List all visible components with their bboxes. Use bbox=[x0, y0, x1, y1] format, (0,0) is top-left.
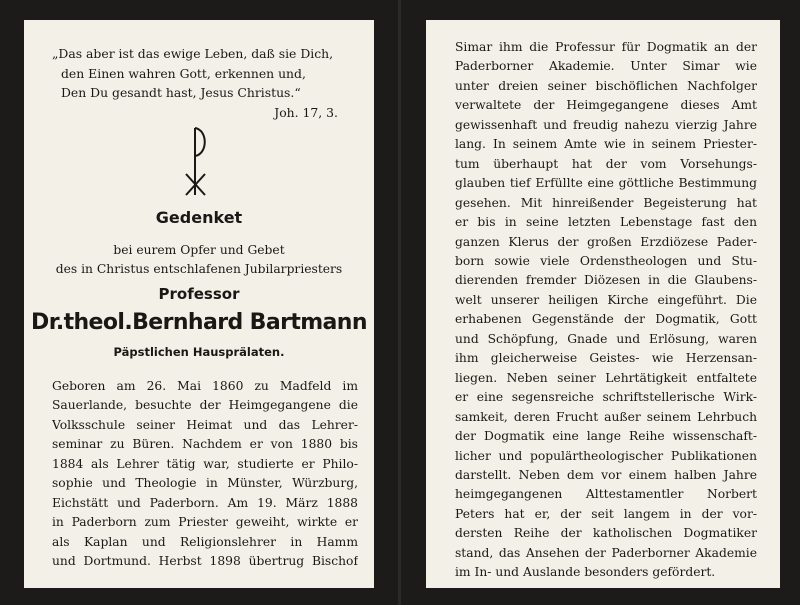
text-line: in Paderborn zum Priester geweiht, wirkte er bbox=[52, 515, 358, 530]
text-line: ganzen Klerus der großen Erzdiözese Pader- bbox=[455, 234, 757, 249]
quote-reference: Joh. 17, 3. bbox=[274, 104, 338, 120]
text-line: der Dogmatik eine lange Reihe wissenschaft- bbox=[455, 429, 757, 444]
quote-line: Den Du gesandt hast, Jesus Christus.“ bbox=[61, 85, 301, 100]
text-line: Geboren am 26. Mai 1860 zu Madfeld im bbox=[52, 379, 358, 393]
text-line: Simar ihm die Professur für Dogmatik an der bbox=[455, 40, 757, 54]
text-line: verwaltete der Heimgegangene dieses Amt bbox=[455, 98, 757, 113]
text-line: lang. In seinem Amte wie in seinem Priester- bbox=[455, 137, 757, 152]
prayer-line: bei eurem Opfer und Gebet bbox=[113, 243, 285, 257]
honorary-title: Päpstlichen Hausprälaten. bbox=[113, 345, 285, 359]
quote-line: „Das aber ist das ewige Leben, daß sie Dich, bbox=[52, 46, 334, 61]
text-line: Eichstätt und Paderborn. Am 19. März 1888 bbox=[52, 495, 358, 510]
text-line: im In- und Auslande besonders gefördert. bbox=[455, 565, 716, 580]
text-line: 1884 als Lehrer tätig war, studierte er Philo- bbox=[52, 456, 358, 471]
deceased-description: des in Christus entschlafenen Jubilarpriesters bbox=[55, 262, 343, 276]
text-line: gewissenhaft und freudig nahezu vierzig Jahre bbox=[455, 117, 757, 132]
text-line: Sauerlande, besuchte der Heimgegangene die bbox=[52, 398, 358, 413]
card-fold bbox=[398, 0, 401, 605]
text-line: Paderborner Akademie. Unter Simar wie bbox=[455, 59, 757, 74]
text-line: erhabenen Gegenstände der Dogmatik, Gott bbox=[455, 312, 757, 327]
text-line: und Schöpfung, Gnade und Erlösung, waren bbox=[455, 331, 757, 346]
text-line: Volksschule seiner Heimat und das Lehrer- bbox=[52, 417, 358, 432]
text-line: dersten Reihe der katholischen Dogmatiker bbox=[455, 526, 757, 541]
text-line: liegen. Neben seiner Lehrtätigkeit entfaltete bbox=[455, 370, 757, 385]
text-line: sophie und Theologie in Münster, Würzburg, bbox=[52, 476, 358, 491]
text-line: als Kaplan und Religionslehrer in Hamm bbox=[52, 534, 358, 549]
deceased-name: Dr.theol.Bernhard Bartmann bbox=[31, 310, 367, 335]
text-line: er bis in seine letzten Lebenstage fast den bbox=[455, 215, 757, 230]
biography-right bbox=[455, 38, 757, 583]
text-line: dierenden fremder Diözesen in die Glaubens- bbox=[455, 273, 757, 288]
text-line: seminar zu Büren. Nachdem er von 1880 bis bbox=[52, 437, 358, 452]
text-line: er eine segensreiche schriftstellerische Wirk- bbox=[455, 390, 757, 405]
text-line: glauben tief Erfüllte eine göttliche Bestimmung bbox=[455, 176, 757, 191]
text-line: tum überhaupt hat der vom Vorsehungs- bbox=[455, 156, 757, 171]
text-line: heimgegangenen Alttestamentler Norbert bbox=[455, 487, 757, 502]
text-line: Peters hat er, der seit langem in der vor- bbox=[455, 506, 757, 521]
text-line: samkeit, deren Frucht außer seinem Lehrbuch bbox=[455, 409, 757, 424]
chi-rho-icon bbox=[178, 124, 212, 198]
bible-quote bbox=[52, 44, 352, 122]
text-line: gesehen. Mit hinreißender Begeisterung hat bbox=[455, 195, 757, 210]
text-line: licher und populärtheologischer Publikationen bbox=[455, 448, 757, 463]
text-line: welt unserer heiligen Kirche eingeführt. Die bbox=[455, 292, 757, 307]
text-line: unter dreien seiner bischöflichen Nachfolger bbox=[455, 78, 757, 93]
text-line: darstellt. Neben dem vor einem halben Jahre bbox=[455, 467, 757, 482]
gedenket-heading: Gedenket bbox=[155, 208, 243, 227]
text-line: stand, das Ansehen der Paderborner Akademie bbox=[455, 545, 757, 560]
text-line: born sowie viele Ordenstheologen und Stu- bbox=[455, 253, 757, 268]
text-line: ihm gleicherweise Geistes- wie Herzensan- bbox=[455, 351, 757, 366]
text-line: und Dortmund. Herbst 1898 übertrug Bischof bbox=[52, 554, 358, 569]
professor-title: Professor bbox=[158, 285, 240, 303]
biography-left bbox=[52, 377, 358, 572]
quote-line: den Einen wahren Gott, erkennen und, bbox=[61, 65, 306, 81]
